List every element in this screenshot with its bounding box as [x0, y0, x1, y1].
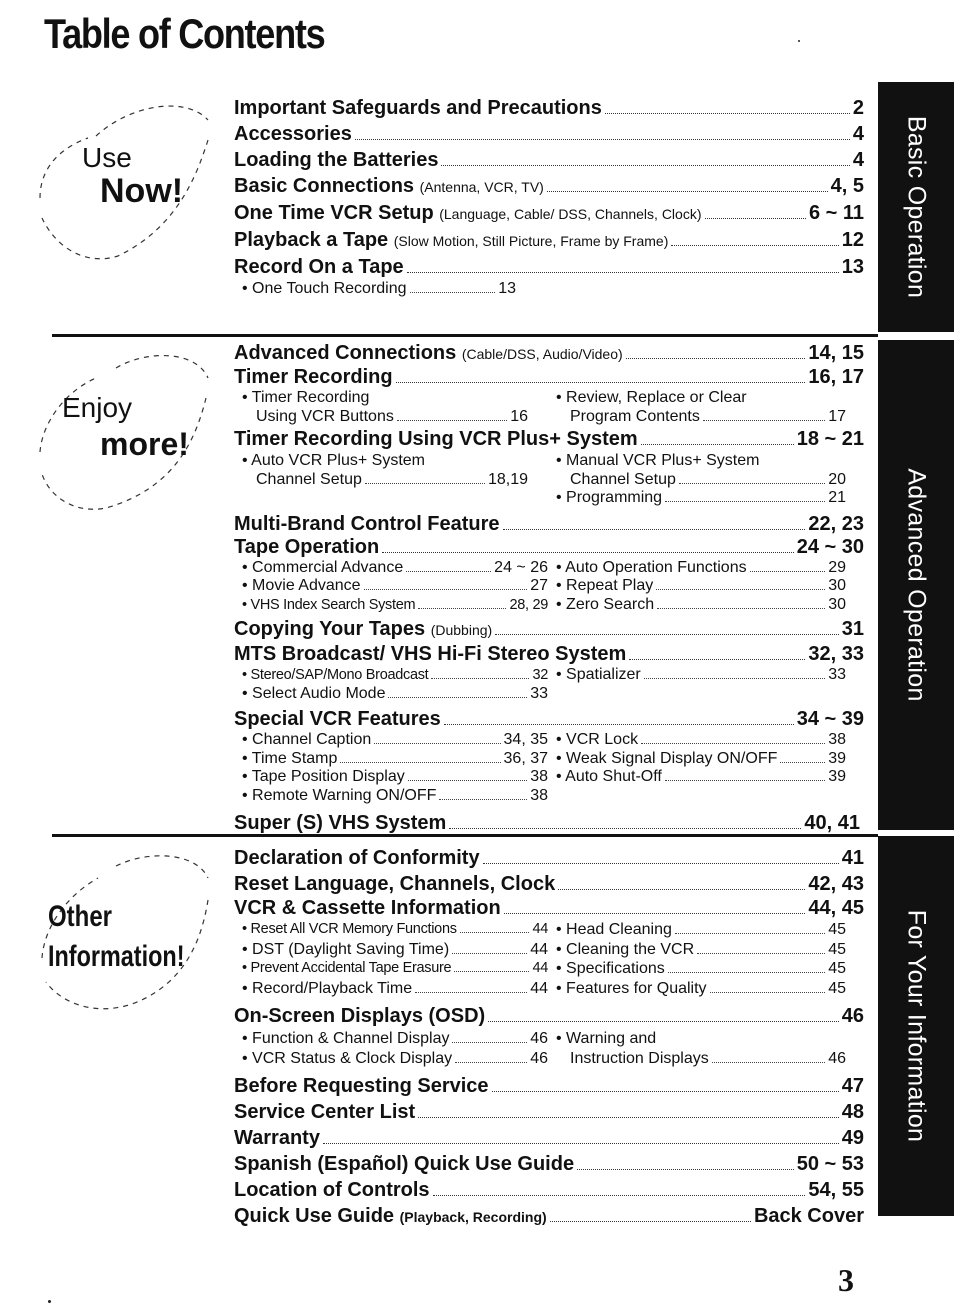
dot-leader	[641, 444, 794, 445]
subentry-label: • Repeat Play	[556, 577, 654, 594]
dot-leader	[780, 762, 825, 763]
subentry-label: • Tape Position Display	[242, 768, 405, 785]
toc-subentry[interactable]	[242, 920, 548, 940]
dot-leader	[364, 589, 528, 590]
dot-leader	[675, 933, 825, 934]
entry-subtitle: (Playback, Recording)	[399, 1209, 547, 1225]
toc-entry[interactable]	[234, 616, 864, 643]
tab-basic-operation[interactable]	[878, 82, 954, 332]
dot-leader	[483, 863, 839, 864]
dot-leader	[407, 272, 839, 273]
toc-entry[interactable]	[234, 1177, 864, 1203]
entry-title: Declaration of Conformity	[234, 847, 480, 869]
dot-leader	[355, 139, 850, 140]
dot-leader	[577, 1169, 794, 1170]
entry-title: Location of Controls	[234, 1179, 430, 1201]
entry-title: Loading the Batteries	[234, 149, 439, 171]
subentry-page: 45	[828, 979, 846, 997]
subentry-page: 33	[530, 684, 548, 702]
subentry-page: 16	[510, 407, 528, 425]
toc-subentries	[234, 920, 864, 998]
toc-subentries	[234, 1029, 864, 1068]
toc-subentry[interactable]	[556, 666, 846, 685]
entry-title: Basic Connections	[234, 175, 415, 197]
dot-leader	[679, 483, 825, 484]
dot-leader	[503, 529, 806, 530]
dot-leader	[492, 1091, 839, 1092]
dot-leader	[431, 678, 529, 679]
subentry-label-cont: Program Contents	[570, 407, 700, 425]
toc-subentry[interactable]	[556, 940, 846, 960]
toc-subentry[interactable]	[556, 959, 846, 979]
subentry-label: • VCR Status & Clock Display	[242, 1049, 453, 1067]
dot-leader	[626, 358, 806, 359]
dot-leader	[455, 1062, 527, 1063]
toc-subentry[interactable]	[556, 750, 846, 769]
subentry-page: 44	[532, 921, 548, 937]
dot-leader	[444, 724, 794, 725]
subentry-page: 30	[828, 577, 846, 594]
toc-subentry[interactable]	[242, 750, 548, 769]
dot-leader	[340, 762, 500, 763]
subentry-label: • Features for Quality	[556, 979, 707, 997]
dot-leader	[705, 218, 806, 219]
toc-entry[interactable]	[234, 810, 860, 836]
toc-subentry[interactable]	[242, 979, 548, 999]
entry-page: 54, 55	[808, 1179, 864, 1201]
entry-title: One Time VCR Setup	[234, 202, 434, 224]
entry-subtitle: (Dubbing)	[430, 622, 493, 638]
dot-leader	[406, 571, 491, 572]
toc-entry[interactable]	[234, 897, 864, 920]
toc-entry[interactable]	[234, 871, 864, 897]
subentry-label: • Weak Signal Display ON/OFF	[556, 749, 778, 767]
entry-page: 40, 41	[804, 812, 860, 834]
subentry-page: 33	[828, 666, 846, 683]
subentry-page: 34, 35	[503, 731, 548, 748]
entry-title: Multi-Brand Control Feature	[234, 512, 500, 535]
scan-speck	[48, 1300, 51, 1303]
toc-subentry[interactable]	[242, 452, 548, 508]
dot-leader	[641, 743, 825, 744]
subentry-page: 45	[828, 940, 846, 958]
toc-subentry[interactable]	[242, 685, 548, 704]
subentry-page: 27	[530, 577, 548, 594]
dot-leader	[703, 420, 825, 421]
toc-subentry[interactable]	[242, 389, 548, 426]
tab-advanced-operation[interactable]	[878, 340, 954, 830]
other-information-bubble	[36, 848, 216, 1018]
entry-page: 41	[841, 847, 864, 869]
entry-page: 6 ~ 11	[808, 202, 864, 224]
dot-leader	[396, 382, 806, 383]
toc-section-basic	[234, 95, 864, 299]
dot-leader	[665, 780, 825, 781]
subentry-page: 29	[828, 558, 846, 576]
subentry-label: • Record/Playback Time	[242, 979, 413, 997]
subentry-page: 38	[530, 768, 548, 785]
entry-page: 4, 5	[830, 175, 864, 197]
toc-entry[interactable]	[234, 1203, 864, 1230]
entry-page: 4	[852, 149, 864, 171]
subentry-label: • Stereo/SAP/Mono Broadcast	[242, 667, 429, 683]
entry-page: 42, 43	[808, 873, 864, 895]
toc-entry[interactable]	[234, 173, 864, 200]
entry-page: 13	[841, 256, 864, 278]
subentry-label: • Movie Advance	[242, 577, 361, 594]
entry-page: 12	[841, 229, 864, 251]
toc-subentries	[234, 389, 864, 426]
toc-entry[interactable]	[234, 200, 864, 227]
dot-leader	[558, 889, 805, 890]
dot-leader	[410, 292, 496, 293]
toc-subentry[interactable]	[556, 577, 846, 596]
dot-leader	[668, 972, 825, 973]
dot-leader	[388, 697, 527, 698]
dot-leader	[439, 799, 527, 800]
entry-page: 47	[841, 1075, 864, 1097]
entry-page: 16, 17	[808, 366, 864, 388]
toc-entry[interactable]	[234, 1073, 864, 1099]
toc-subentry[interactable]	[242, 666, 548, 685]
entry-title: Advanced Connections	[234, 342, 457, 364]
subentry-page: 36, 37	[503, 749, 548, 767]
toc-entry[interactable]	[234, 254, 864, 280]
subentry-page: 46	[530, 1049, 548, 1067]
dot-leader	[460, 932, 530, 933]
dot-leader	[433, 1195, 806, 1196]
subentry-page: 39	[828, 749, 846, 767]
toc-entry[interactable]	[234, 342, 864, 366]
dot-leader	[750, 571, 826, 572]
enjoy-more-line2: more!	[100, 426, 189, 462]
subentry-page: 44	[532, 960, 548, 976]
subentry-page: 13	[498, 280, 516, 297]
entry-page: 4	[852, 123, 864, 145]
subentry-label: • Prevent Accidental Tape Erasure	[242, 960, 452, 976]
toc-subentries	[234, 559, 864, 615]
toc-subentry[interactable]	[556, 768, 846, 787]
other-information-line2: Information!	[48, 940, 185, 973]
entry-title: Timer Recording	[234, 366, 393, 388]
dot-leader	[408, 780, 527, 781]
entry-page: 24 ~ 30	[796, 535, 864, 558]
toc-entry[interactable]	[234, 95, 864, 121]
entry-page: 50 ~ 53	[796, 1153, 864, 1175]
entry-title: Service Center List	[234, 1101, 416, 1123]
toc-entry[interactable]	[234, 147, 864, 173]
toc-subentry[interactable]	[242, 577, 548, 596]
toc-entry[interactable]	[234, 845, 864, 871]
section-divider	[52, 334, 878, 337]
entry-page: 14, 15	[808, 342, 864, 364]
toc-subentry[interactable]	[242, 731, 548, 750]
toc-entry[interactable]	[234, 536, 864, 559]
tab-advanced-operation-label: Advanced Operation	[902, 468, 931, 702]
subentry-page: 17	[828, 407, 846, 425]
toc-entry[interactable]	[234, 1125, 864, 1151]
dot-leader	[657, 608, 825, 609]
entry-page: 49	[841, 1127, 864, 1149]
toc-subentry[interactable]	[556, 596, 846, 615]
entry-title: Record On a Tape	[234, 256, 404, 278]
other-information-line1: Other	[48, 900, 113, 933]
entry-title: On-Screen Displays (OSD)	[234, 1005, 486, 1027]
subentry-label: • VCR Lock	[556, 731, 639, 748]
subentry-label: • Remote Warning ON/OFF	[242, 786, 437, 804]
dot-leader	[441, 165, 849, 166]
subentry-label: • Time Stamp	[242, 749, 338, 767]
subentry-label: • Reset All VCR Memory Functions	[242, 921, 457, 937]
subentry-label: • One Touch Recording	[242, 280, 407, 297]
subentry-page: 21	[828, 489, 846, 506]
toc-subentry[interactable]	[242, 280, 516, 299]
dot-leader	[454, 971, 529, 972]
dot-leader	[323, 1143, 839, 1144]
dot-leader	[488, 1021, 839, 1022]
dot-leader	[547, 191, 828, 192]
toc-entry[interactable]	[234, 1151, 864, 1177]
dot-leader	[397, 420, 507, 421]
enjoy-more-line1: Enjoy	[62, 392, 133, 423]
subentry-page: 45	[828, 921, 846, 938]
subentry-page: 44	[530, 979, 548, 997]
subentry-label: • Review, Replace or Clear	[556, 389, 747, 406]
dot-leader	[449, 828, 801, 829]
entry-title: Super (S) VHS System	[234, 812, 447, 834]
dot-leader	[710, 992, 826, 993]
enjoy-more-bubble	[36, 348, 216, 518]
entry-title: Accessories	[234, 123, 352, 145]
entry-page: 34 ~ 39	[796, 708, 864, 730]
entry-page: 32, 33	[808, 643, 864, 665]
toc-subentry[interactable]	[556, 559, 846, 578]
page-title: Table of Contents	[44, 10, 325, 57]
entry-title: Playback a Tape	[234, 229, 389, 251]
entry-subtitle: (Slow Motion, Still Picture, Frame by Frame)	[393, 233, 669, 249]
subentry-label: • Channel Caption	[242, 731, 372, 748]
subentry-label: • Specifications	[556, 960, 665, 977]
entry-page: 31	[841, 618, 864, 640]
tab-for-your-information[interactable]	[878, 836, 954, 1216]
subentry-label: • Cleaning the VCR	[556, 940, 695, 958]
toc-subentry[interactable]	[556, 731, 846, 750]
dot-leader	[644, 678, 825, 679]
toc-entry[interactable]	[234, 643, 864, 666]
tab-for-your-information-label: For Your Information	[902, 909, 931, 1143]
dot-leader	[452, 953, 527, 954]
toc-section-information	[234, 845, 864, 1230]
toc-subentry[interactable]	[556, 1029, 846, 1068]
toc-entry[interactable]	[234, 426, 864, 452]
subentry-page: 30	[828, 595, 846, 613]
dot-leader	[452, 1042, 527, 1043]
subentry-label: • DST (Daylight Saving Time)	[242, 940, 450, 958]
dot-leader	[374, 743, 500, 744]
entry-page: Back Cover	[753, 1205, 864, 1227]
subentry-page: 39	[828, 768, 846, 785]
toc-section-advanced	[234, 342, 864, 836]
subentry-label: • Timer Recording	[242, 389, 370, 406]
subentry-page: 24 ~ 26	[494, 558, 548, 576]
dot-leader	[550, 1221, 751, 1222]
dot-leader	[665, 501, 825, 502]
dot-leader	[418, 608, 506, 609]
tab-basic-operation-label: Basic Operation	[902, 115, 931, 299]
subentry-page: 32	[532, 667, 548, 683]
entry-title: VCR & Cassette Information	[234, 897, 501, 919]
subentry-label: • Manual VCR Plus+ System	[556, 452, 760, 469]
toc-entry[interactable]	[234, 708, 864, 731]
toc-subentry[interactable]	[242, 596, 548, 615]
scan-speck	[798, 40, 800, 42]
subentry-page: 46	[828, 1049, 846, 1067]
toc-subentries	[234, 452, 864, 508]
toc-subentries	[234, 280, 864, 299]
subentry-page: 44	[530, 940, 548, 958]
entry-title: MTS Broadcast/ VHS Hi-Fi Stereo System	[234, 643, 627, 665]
dot-leader	[656, 589, 825, 590]
subentry-label: • Function & Channel Display	[242, 1030, 450, 1047]
toc-entry[interactable]	[234, 366, 864, 389]
dot-leader	[504, 913, 806, 914]
entry-title: Copying Your Tapes	[234, 618, 426, 640]
subentry-label: • Spatializer	[556, 666, 641, 683]
entry-page: 22, 23	[808, 512, 864, 535]
subentry-page: 20	[828, 470, 846, 488]
toc-subentry[interactable]	[242, 959, 548, 979]
dot-leader	[382, 552, 793, 553]
subentry-page: 38	[530, 786, 548, 804]
subentry-label: • Commercial Advance	[242, 558, 404, 576]
subentry-page: 46	[530, 1030, 548, 1047]
subentry-label: • Select Audio Mode	[242, 684, 386, 702]
dot-leader	[495, 634, 839, 635]
use-now-line1: Use	[82, 142, 132, 173]
entry-subtitle: (Cable/DSS, Audio/Video)	[461, 346, 623, 362]
entry-page: 2	[852, 97, 864, 119]
toc-subentry[interactable]	[242, 768, 548, 787]
entry-subtitle: (Antenna, VCR, TV)	[419, 179, 544, 195]
toc-subentry[interactable]	[242, 1029, 548, 1068]
subentry-label: • Zero Search	[556, 595, 655, 613]
dot-leader	[365, 483, 485, 484]
subentry-label: • VHS Index Search System	[242, 596, 416, 613]
toc-entry[interactable]	[234, 513, 864, 536]
entry-page: 18 ~ 21	[796, 428, 864, 450]
subentry-label: • Programming	[556, 489, 663, 506]
subentry-label: • Auto VCR Plus+ System	[242, 452, 426, 469]
toc-subentry[interactable]	[556, 979, 846, 999]
entry-title: Quick Use Guide	[234, 1205, 395, 1227]
subentry-label: • Auto Shut-Off	[556, 768, 662, 785]
subentry-label-cont: Instruction Displays	[570, 1049, 709, 1067]
subentry-page: 18,19	[487, 470, 528, 488]
use-now-bubble	[36, 98, 216, 268]
entry-page: 44, 45	[808, 897, 864, 919]
toc-subentry[interactable]	[556, 920, 846, 940]
subentry-page: 38	[828, 731, 846, 748]
toc-subentry[interactable]	[242, 559, 548, 578]
entry-subtitle: (Language, Cable/ DSS, Channels, Clock)	[439, 206, 702, 222]
entry-title: Important Safeguards and Precautions	[234, 97, 602, 119]
entry-page: 48	[841, 1101, 864, 1123]
subentry-label-cont: Channel Setup	[256, 470, 362, 488]
dot-leader	[629, 659, 805, 660]
toc-subentries	[234, 666, 864, 703]
entry-title: Timer Recording Using VCR Plus+ System	[234, 428, 638, 450]
entry-title: Spanish (Español) Quick Use Guide	[234, 1153, 575, 1175]
use-now-line2: Now!	[100, 172, 184, 210]
toc-subentry[interactable]	[242, 940, 548, 960]
entry-title: Reset Language, Channels, Clock	[234, 873, 556, 895]
dot-leader	[605, 113, 850, 114]
toc-entry[interactable]	[234, 1099, 864, 1125]
dot-leader	[712, 1062, 825, 1063]
entry-title: Special VCR Features	[234, 708, 441, 730]
subentry-page: 28, 29	[509, 596, 548, 613]
toc-subentry[interactable]	[556, 389, 846, 426]
dot-leader	[697, 953, 825, 954]
page-number: 3	[838, 1262, 854, 1298]
toc-entry[interactable]	[234, 1003, 864, 1029]
dot-leader	[418, 1117, 839, 1118]
entry-page: 46	[841, 1005, 864, 1027]
toc-subentry[interactable]	[242, 787, 548, 806]
subentry-label: • Auto Operation Functions	[556, 558, 747, 576]
toc-entry[interactable]	[234, 121, 864, 147]
entry-title: Warranty	[234, 1127, 320, 1149]
subentry-label: • Warning and	[556, 1030, 657, 1047]
toc-subentry[interactable]	[556, 452, 846, 508]
entry-title: Before Requesting Service	[234, 1075, 489, 1097]
subentry-label-cont: Channel Setup	[570, 470, 676, 488]
toc-subentries	[234, 731, 864, 805]
subentry-label-cont: Using VCR Buttons	[256, 407, 394, 425]
subentry-page: 45	[828, 960, 846, 977]
toc-entry[interactable]	[234, 227, 864, 254]
subentry-label: • Head Cleaning	[556, 921, 672, 938]
dot-leader	[415, 992, 527, 993]
entry-title: Tape Operation	[234, 535, 380, 558]
dot-leader	[671, 245, 838, 246]
